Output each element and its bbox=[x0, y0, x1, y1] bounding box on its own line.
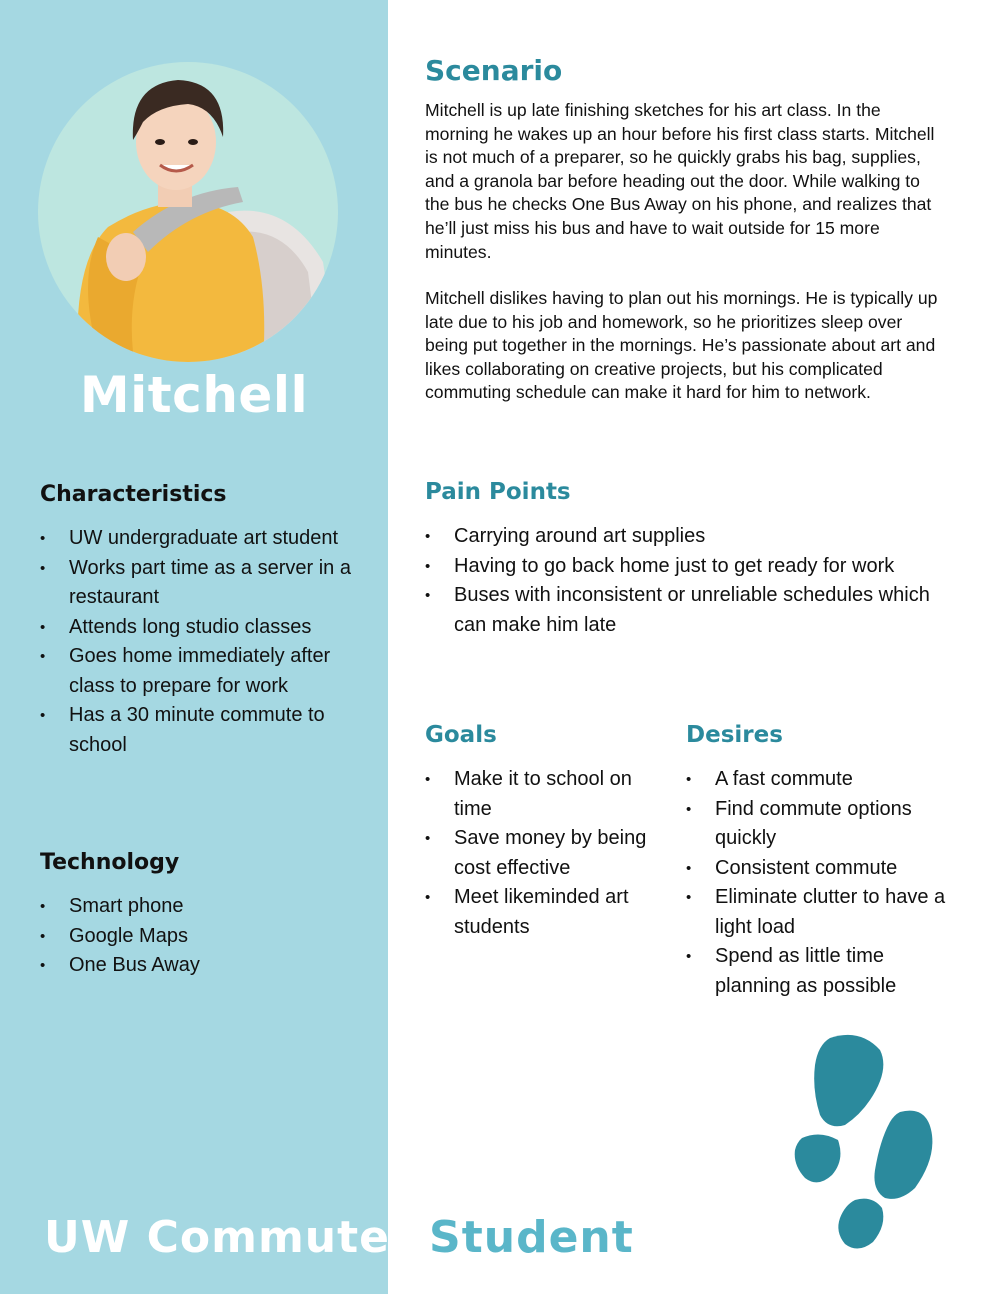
list-item: • Meet likeminded art students bbox=[425, 883, 673, 942]
pain-points-list bbox=[425, 522, 930, 640]
student-portrait-icon bbox=[38, 62, 338, 362]
list-item: • Has a 30 minute commute to school bbox=[40, 701, 370, 760]
list-item: • Spend as little time planning as possible bbox=[686, 942, 948, 1001]
footprints-icon bbox=[790, 1030, 950, 1260]
list-item: • A fast commute bbox=[686, 765, 948, 795]
desires-heading: Desires bbox=[686, 722, 783, 748]
pain-points-heading: Pain Points bbox=[425, 479, 571, 505]
technology-heading: Technology bbox=[40, 850, 180, 875]
page-title-part-2: Student bbox=[429, 1212, 634, 1263]
list-item: • Works part time as a server in a restaurant bbox=[40, 554, 370, 613]
list-item: • Save money by being cost effective bbox=[425, 824, 673, 883]
list-item: • UW undergraduate art student bbox=[40, 524, 370, 554]
list-item: • Attends long studio classes bbox=[40, 613, 370, 643]
list-item: • Find commute options quickly bbox=[686, 795, 948, 854]
persona-name: Mitchell bbox=[79, 366, 309, 424]
list-item: • Goes home immediately after class to prepare for work bbox=[40, 642, 370, 701]
list-item: • Consistent commute bbox=[686, 854, 948, 884]
list-item: • Buses with inconsistent or unreliable schedules which can make him late bbox=[425, 581, 930, 640]
list-item: • Smart phone bbox=[40, 892, 370, 922]
list-item: • Carrying around art supplies bbox=[425, 522, 930, 552]
list-item: • Google Maps bbox=[40, 922, 370, 952]
list-item: • Eliminate clutter to have a light load bbox=[686, 883, 948, 942]
goals-heading: Goals bbox=[425, 722, 497, 748]
scenario-heading: Scenario bbox=[425, 54, 563, 87]
list-item: • Having to go back home just to get ready for work bbox=[425, 552, 930, 582]
scenario-paragraph-1: Mitchell is up late finishing sketches for his art class. In the morning he wakes up an hour before his first class starts. Mitchell is not much of a preparer, so he quickly grabs his bag, supplies, and a granola bar before heading out the door. While walking to the bus he checks One Bus Away on his phone, and realizes that he’ll just miss his bus and have to wait outside for 15 more minutes. bbox=[425, 100, 935, 262]
page-title-part-1: UW Commuter bbox=[44, 1212, 413, 1263]
goals-list bbox=[425, 765, 673, 942]
technology-list bbox=[40, 892, 370, 981]
characteristics-heading: Characteristics bbox=[40, 482, 227, 507]
scenario-paragraph-2: Mitchell dislikes having to plan out his mornings. He is typically up late due to his job and homework, so he prioritizes sleep over being put together in the mornings. He’s passionate about art and likes collaborating on creative projects, but his complicated commuting schedule can make it hard for him to network. bbox=[425, 288, 938, 403]
desires-list bbox=[686, 765, 948, 1001]
list-item: • One Bus Away bbox=[40, 951, 370, 981]
list-item: • Make it to school on time bbox=[425, 765, 673, 824]
page-title bbox=[44, 1212, 634, 1263]
characteristics-list bbox=[40, 524, 370, 760]
